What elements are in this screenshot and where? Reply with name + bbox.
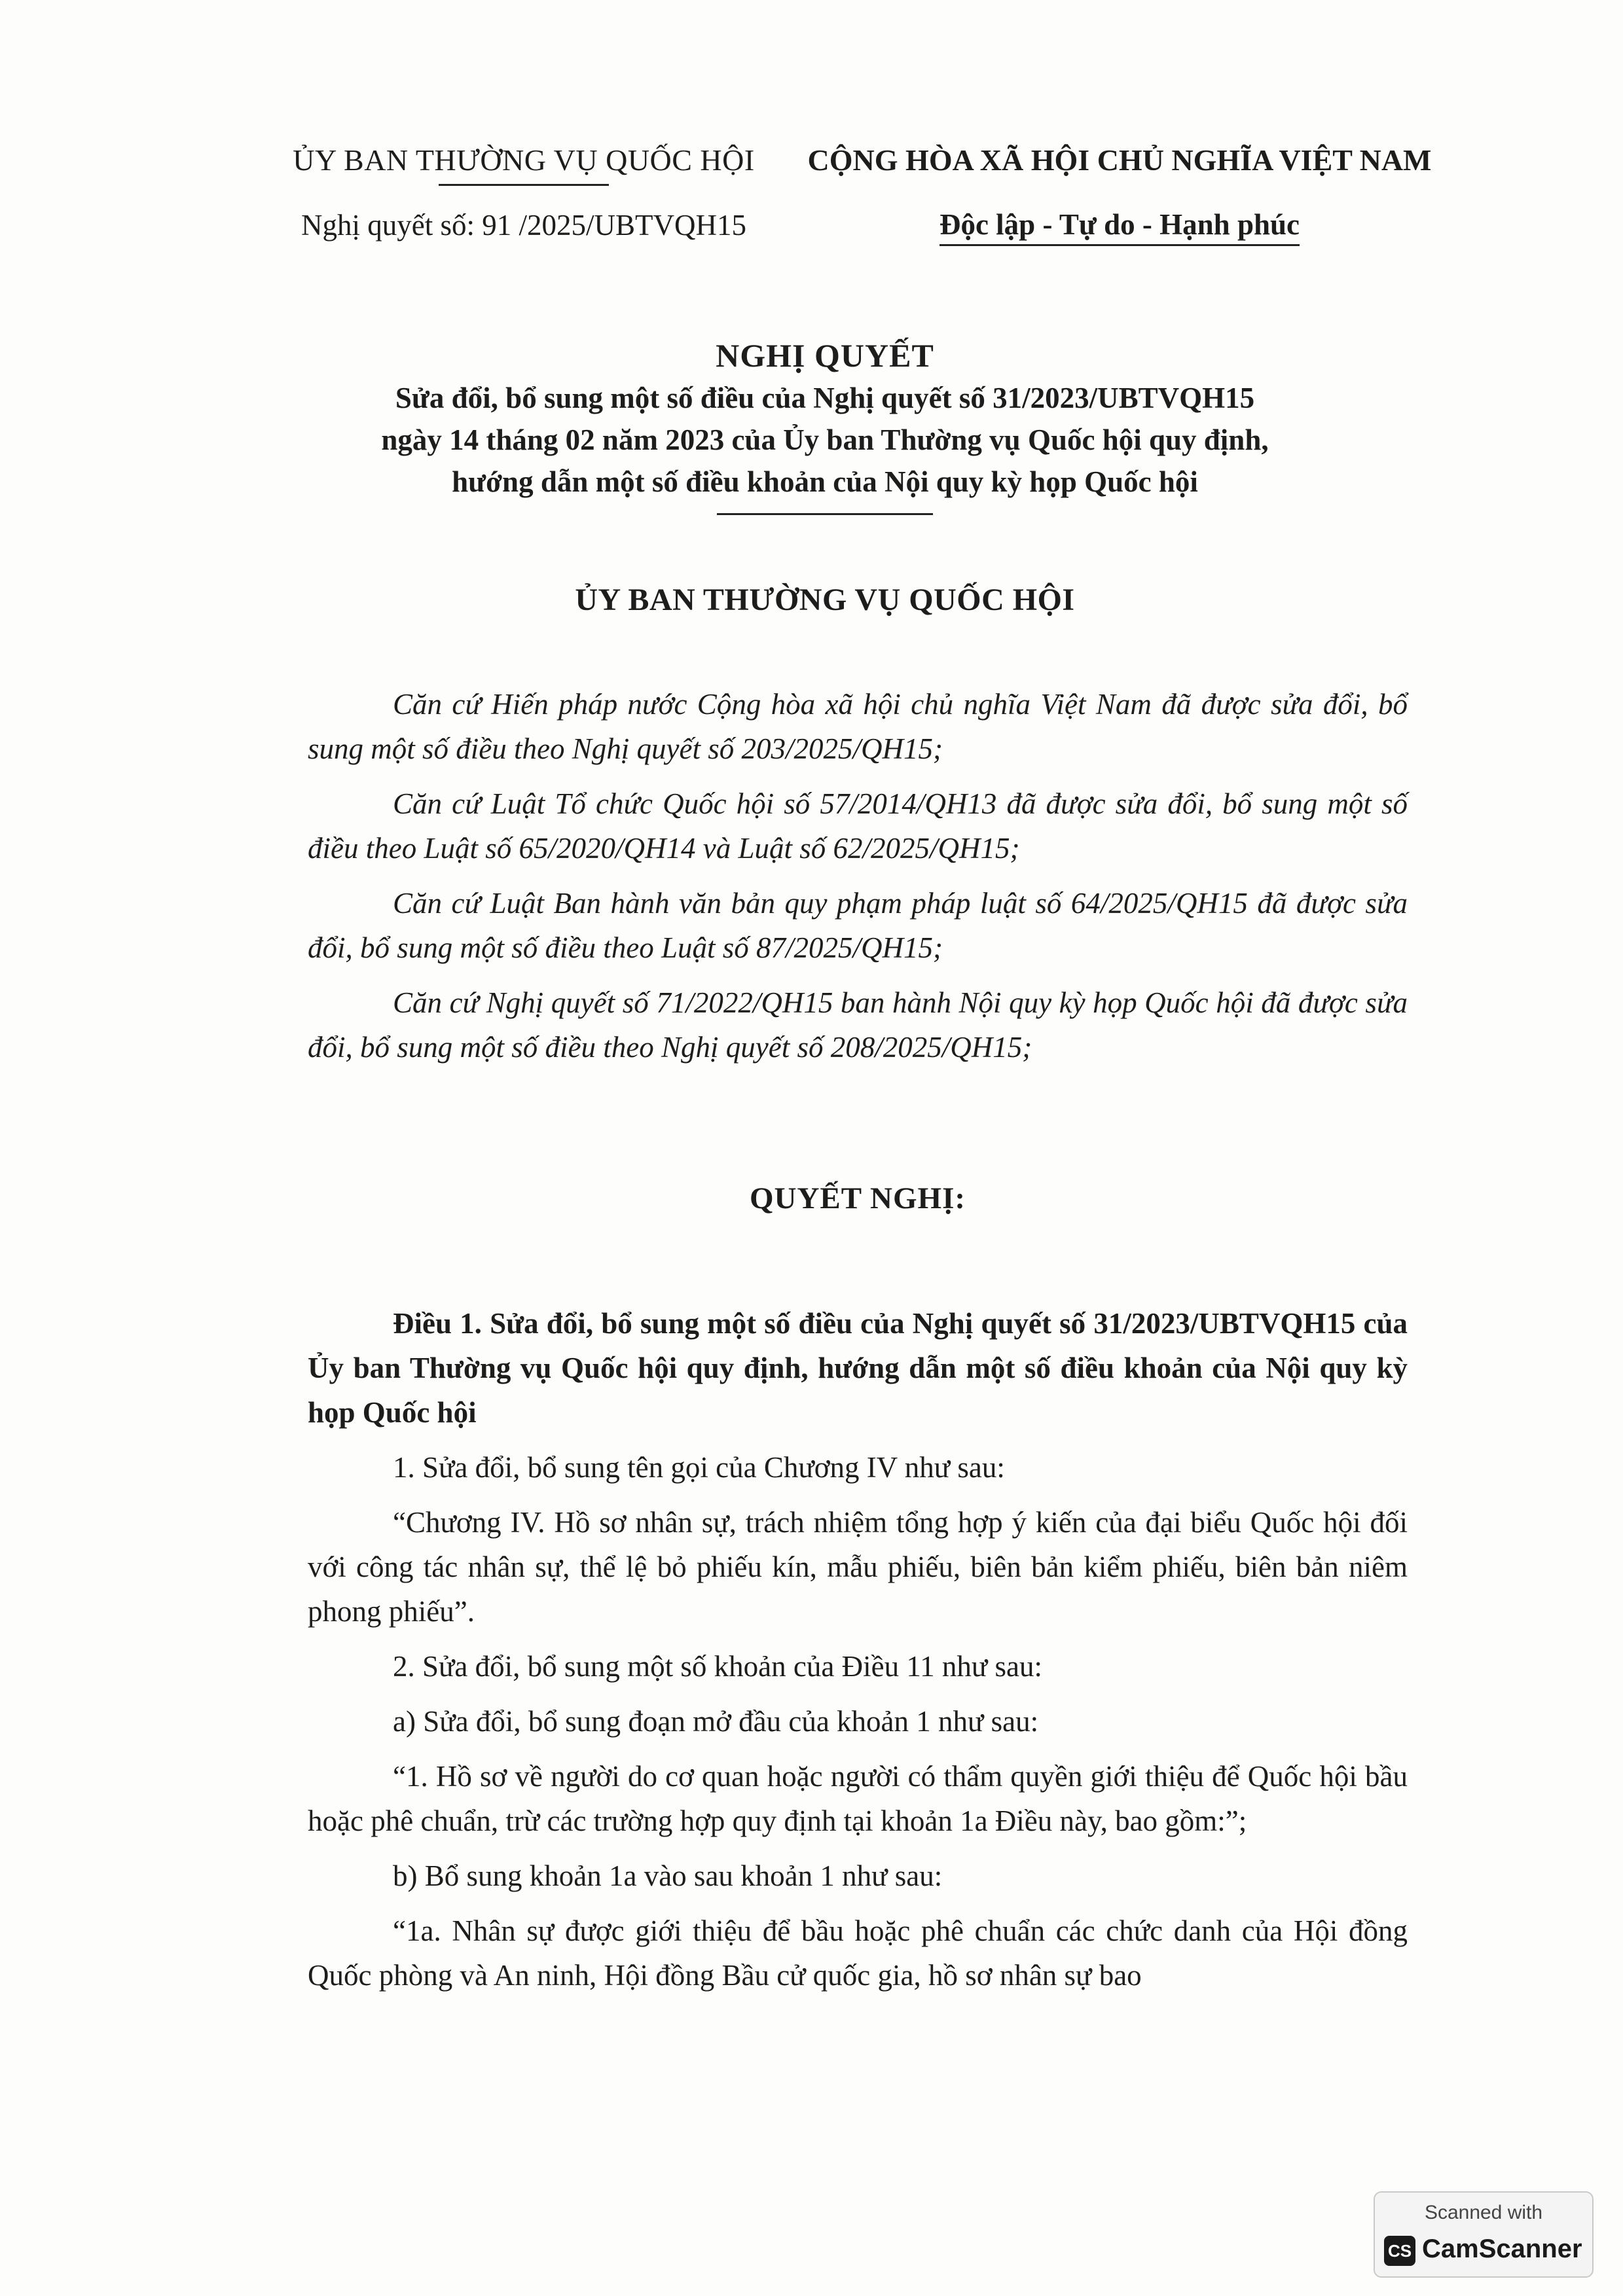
legal-basis-1: Căn cứ Hiến pháp nước Cộng hòa xã hội chủ nghĩa Việt Nam đã được sửa đổi, bổ sung một số điều theo Nghị quyết số 203/2025/QH15;: [308, 688, 1408, 765]
title-line-2: ngày 14 tháng 02 năm 2023 của Ủy ban Thường vụ Quốc hội quy định,: [381, 423, 1269, 456]
camscanner-logo-icon: CS: [1384, 2236, 1415, 2266]
decision-heading: QUYẾT NGHỊ:: [749, 1181, 966, 1215]
agency-underline: [439, 184, 609, 186]
article-1-heading: [308, 1301, 1408, 1435]
camscanner-watermark: [1374, 2191, 1594, 2278]
national-title-block: [799, 143, 1440, 246]
document-title-block: [236, 334, 1414, 618]
issuing-agency-block: [236, 143, 812, 242]
paragraph-1: 1. Sửa đổi, bổ sung tên gọi của Chương IV như sau:: [393, 1451, 1005, 1484]
legal-basis-4: Căn cứ Nghị quyết số 71/2022/QH15 ban hành Nội quy kỳ họp Quốc hội đã được sửa đổi, bổ sung một số điều theo Nghị quyết số 208/2025/QH15;: [308, 986, 1408, 1064]
issuing-body-heading: ỦY BAN THƯỜNG VỤ QUỐC HỘI: [575, 583, 1075, 617]
legal-basis-3: Căn cứ Luật Ban hành văn bản quy phạm pháp luật số 64/2025/QH15 đã được sửa đổi, bổ sung một số điều theo Luật số 87/2025/QH15;: [308, 887, 1408, 964]
title-underline: [717, 513, 933, 515]
resolution-number: Nghị quyết số: 91 /2025/UBTVQH15: [301, 209, 746, 242]
watermark-caption: Scanned with: [1424, 2202, 1543, 2223]
title-line-1: Sửa đổi, bổ sung một số điều của Nghị quyết số 31/2023/UBTVQH15: [395, 382, 1255, 414]
paragraph-5: “1. Hồ sơ về người do cơ quan hoặc người có thẩm quyền giới thiệu để Quốc hội bầu hoặc phê chuẩn, trừ các trường hợp quy định tại khoản 1a Điều này, bao gồm:”;: [308, 1760, 1408, 1837]
document-body: [308, 682, 1408, 2008]
title-line-3: hướng dẫn một số điều khoản của Nội quy kỳ họp Quốc hội: [452, 465, 1198, 498]
document-type: NGHỊ QUYẾT: [716, 337, 934, 374]
issuing-agency: ỦY BAN THƯỜNG VỤ QUỐC HỘI: [293, 143, 755, 177]
legal-basis-2: Căn cứ Luật Tổ chức Quốc hội số 57/2014/QH13 đã được sửa đổi, bổ sung một số điều theo Luật số 65/2020/QH14 và Luật số 62/2025/QH15;: [308, 787, 1408, 865]
paragraph-3: 2. Sửa đổi, bổ sung một số khoản của Điều 11 như sau:: [393, 1650, 1043, 1683]
paragraph-6: b) Bổ sung khoản 1a vào sau khoản 1 như sau:: [393, 1859, 943, 1892]
paragraph-7: “1a. Nhân sự được giới thiệu để bầu hoặc phê chuẩn các chức danh của Hội đồng Quốc phòng và An ninh, Hội đồng Bầu cử quốc gia, hồ sơ nhân sự bao: [308, 1914, 1408, 1992]
paragraph-2: “Chương IV. Hồ sơ nhân sự, trách nhiệm tổng hợp ý kiến của đại biểu Quốc hội đối với công tác nhân sự, thể lệ bỏ phiếu kín, mẫu phiếu, biên bản kiểm phiếu, biên bản niêm phong phiếu”.: [308, 1506, 1408, 1628]
national-motto: Độc lập - Tự do - Hạnh phúc: [939, 207, 1300, 246]
article-1-label: Điều 1.: [393, 1307, 482, 1340]
paragraph-4: a) Sửa đổi, bổ sung đoạn mở đầu của khoản 1 như sau:: [393, 1705, 1039, 1738]
article-1-text: Sửa đổi, bổ sung một số điều của Nghị quyết số 31/2023/UBTVQH15 của Ủy ban Thường vụ Quốc hội quy định, hướng dẫn một số điều khoản của Nội quy kỳ họp Quốc hội: [308, 1307, 1408, 1429]
country-name: CỘNG HÒA XÃ HỘI CHỦ NGHĨA VIỆT NAM: [807, 143, 1432, 177]
watermark-brand: CamScanner: [1422, 2234, 1582, 2263]
